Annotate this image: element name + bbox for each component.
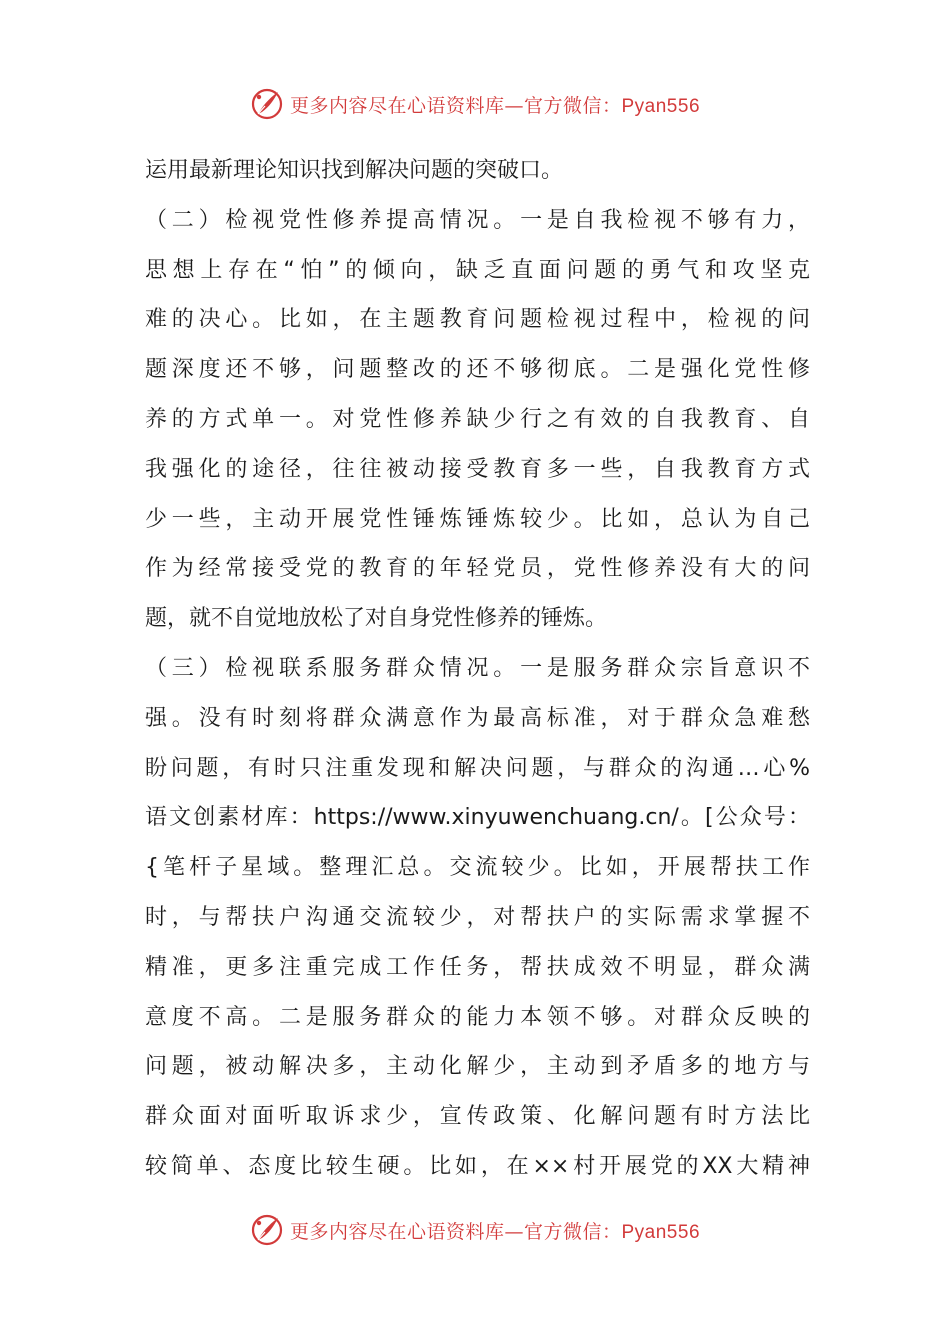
text-line: {笔杆子星域。整理汇总。交流较少。比如，开展帮扶工作 (145, 855, 810, 881)
text-line: 精准，更多注重完成工作任务，帮扶成效不明显，群众满 (145, 954, 810, 980)
text-line: 时，与帮扶户沟通交流较少，对帮扶户的实际需求掌握不 (145, 904, 810, 930)
text-line: 题深度还不够，问题整改的还不够彻底。二是强化党性修 (145, 357, 810, 383)
text-line: 意度不高。二是服务群众的能力本领不够。对群众反映的 (145, 1004, 810, 1030)
watermark-brand-text: 更多内容尽在心语资料库—官方微信： (289, 1220, 622, 1243)
text-line: 养的方式单一。对党性修养缺少行之有效的自我教育、自 (145, 406, 810, 432)
text-line: （三）检视联系服务群众情况。一是服务群众宗旨意识不 (145, 655, 810, 681)
quill-pen-circle-icon (250, 87, 284, 121)
text-line: 盼问题，有时只注重发现和解决问题，与群众的沟通…心% (145, 755, 810, 781)
text-line: 作为经常接受党的教育的年轻党员，党性修养没有大的问 (145, 556, 810, 582)
text-line: 难的决心。比如，在主题教育问题检视过程中，检视的问 (145, 307, 810, 333)
text-line: 少一些，主动开展党性锤炼锤炼较少。比如，总认为自己 (145, 506, 810, 532)
watermark-brand-text: 更多内容尽在心语资料库—官方微信： (289, 94, 622, 117)
watermark-wechat-id: Pyan556 (621, 1221, 701, 1243)
text-line: 思想上存在“怕”的倾向，缺乏直面问题的勇气和攻坚克 (145, 257, 810, 283)
header-watermark (0, 84, 950, 124)
watermark-wechat-id: Pyan556 (621, 95, 701, 117)
text-line: 问题，被动解决多，主动化解少，主动到矛盾多的地方与 (145, 1054, 810, 1080)
text-line: 强。没有时刻将群众满意作为最高标准，对于群众急难愁 (145, 705, 810, 731)
quill-pen-circle-icon (250, 1213, 284, 1247)
text-line-with-url: 语文创素材库：https://www.xinyuwenchuang.cn/。[公众号： (145, 805, 810, 831)
text-line: 题，就不自觉地放松了对自身党性修养的锤炼。 (145, 606, 608, 632)
text-line: 我强化的途径，往往被动接受教育多一些，自我教育方式 (145, 456, 810, 482)
footer-watermark (0, 1210, 950, 1250)
text-line: （二）检视党性修养提高情况。一是自我检视不够有力， (145, 207, 810, 233)
document-body (145, 146, 810, 1192)
text-line: 群众面对面听取诉求少，宣传政策、化解问题有时方法比 (145, 1104, 810, 1130)
text-line: 较简单、态度比较生硬。比如，在××村开展党的XX大精神 (145, 1153, 810, 1179)
text-line: 运用最新理论知识找到解决问题的突破口。 (145, 158, 564, 183)
